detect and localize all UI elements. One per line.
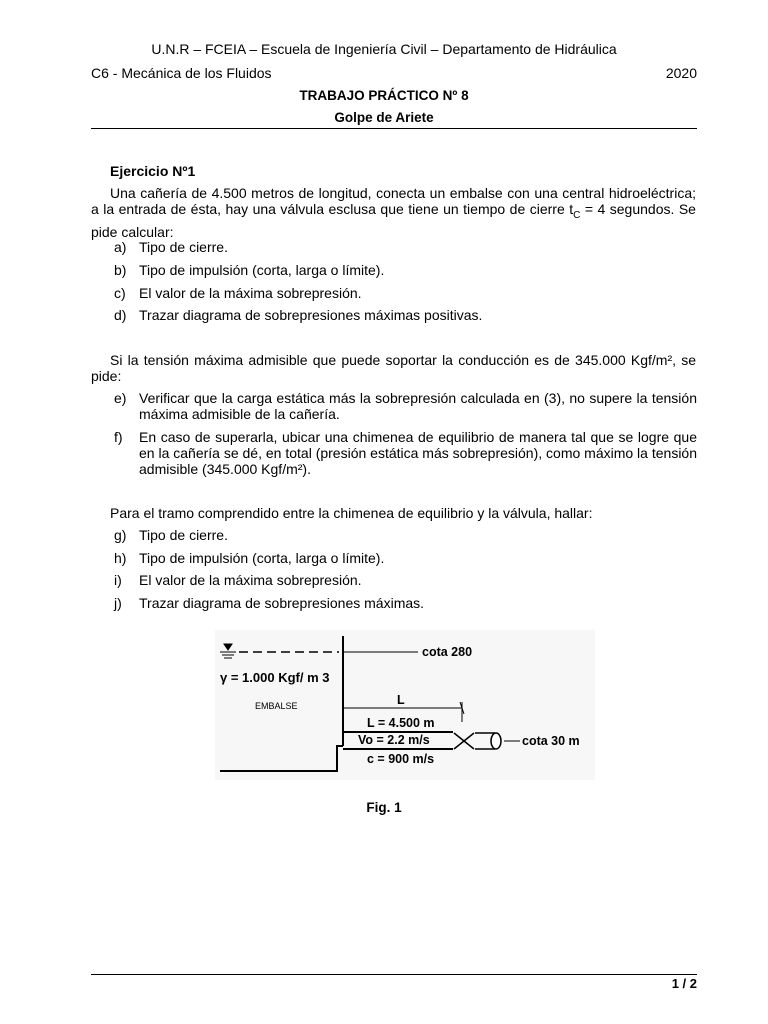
institution-header: U.N.R – FCEIA – Escuela de Ingeniería Civil – Departamento de Hidráulica xyxy=(151,41,617,57)
paragraph-tension-text: Si la tensión máxima admisible que puede soportar la conducción es de 345.000 Kgf/m², se pide: xyxy=(91,352,696,384)
year: 2020 xyxy=(665,65,697,81)
item-text: Verificar que la carga estática más la sobrepresión calculada en (3), no supere la tensión máxima admisible de la cañería. xyxy=(139,390,697,422)
page-number: 1 / 2 xyxy=(671,976,697,991)
item-letter: c) xyxy=(114,285,126,301)
paragraph-tension xyxy=(91,352,696,384)
cota-top-label: cota 280 xyxy=(422,645,473,659)
item-letter: a) xyxy=(114,239,127,255)
item-text: Tipo de cierre. xyxy=(139,527,228,543)
item-text: Tipo de impulsión (corta, larga o límite). xyxy=(139,262,385,278)
item-text: Trazar diagrama de sobrepresiones máximas. xyxy=(139,595,425,611)
item-text: El valor de la máxima sobrepresión. xyxy=(139,285,362,301)
celerity-label: c = 900 m/s xyxy=(367,752,435,766)
header-divider xyxy=(91,128,697,129)
item-letter: i) xyxy=(114,572,122,588)
intro-text-2: = 4 segundos. Se pide calcular: xyxy=(91,201,696,240)
item-letter: b) xyxy=(114,262,127,278)
document-title: TRABAJO PRÁCTICO Nº 8 xyxy=(299,88,469,103)
item-letter: f) xyxy=(114,429,123,445)
intro-text-1: Una cañería de 4.500 metros de longitud, conecta un embalse con una central hidroeléctrica; a la entrada de ésta, hay una válvula esclusa que tiene un tiempo de cierre t xyxy=(91,185,696,217)
item-letter: g) xyxy=(114,527,127,543)
item-text: Tipo de impulsión (corta, larga o límite). xyxy=(139,550,385,566)
item-letter: d) xyxy=(114,307,127,323)
embalse-label: EMBALSE xyxy=(255,701,298,711)
document-subtitle: Golpe de Ariete xyxy=(334,110,434,125)
item-text: En caso de superarla, ubicar una chimenea de equilibrio de manera tal que se logre que en la cañería se dé, en total (presión estática más sobrepresión), como máximo la tensión admisible (345.000 Kgf/m²). xyxy=(139,429,697,477)
intro-paragraph xyxy=(91,185,696,240)
cota-bottom-label: cota 30 m xyxy=(522,734,580,748)
item-letter: e) xyxy=(114,390,127,406)
length-value: L = 4.500 m xyxy=(367,716,435,730)
pipe-end-icon xyxy=(491,733,501,749)
paragraph-tramo xyxy=(91,505,696,521)
length-symbol: L xyxy=(397,693,405,707)
item-text: Trazar diagrama de sobrepresiones máximas positivas. xyxy=(139,307,483,323)
velocity-label: Vo = 2.2 m/s xyxy=(358,733,430,747)
penstock-diagram xyxy=(215,630,595,780)
gamma-label: γ = 1.000 Kgf/ m 3 xyxy=(220,670,330,685)
footer-divider xyxy=(91,974,697,975)
paragraph-tramo-text: Para el tramo comprendido entre la chimenea de equilibrio y la válvula, hallar: xyxy=(110,505,593,521)
item-letter: h) xyxy=(114,550,127,566)
exercise-heading: Ejercicio Nº1 xyxy=(110,163,196,179)
course-name: C6 - Mecánica de los Fluidos xyxy=(91,65,272,81)
item-text: Tipo de cierre. xyxy=(139,239,228,255)
item-letter: j) xyxy=(114,595,122,611)
item-text: El valor de la máxima sobrepresión. xyxy=(139,572,362,588)
intro-subscript: C xyxy=(573,209,581,221)
figure-caption: Fig. 1 xyxy=(366,800,402,815)
